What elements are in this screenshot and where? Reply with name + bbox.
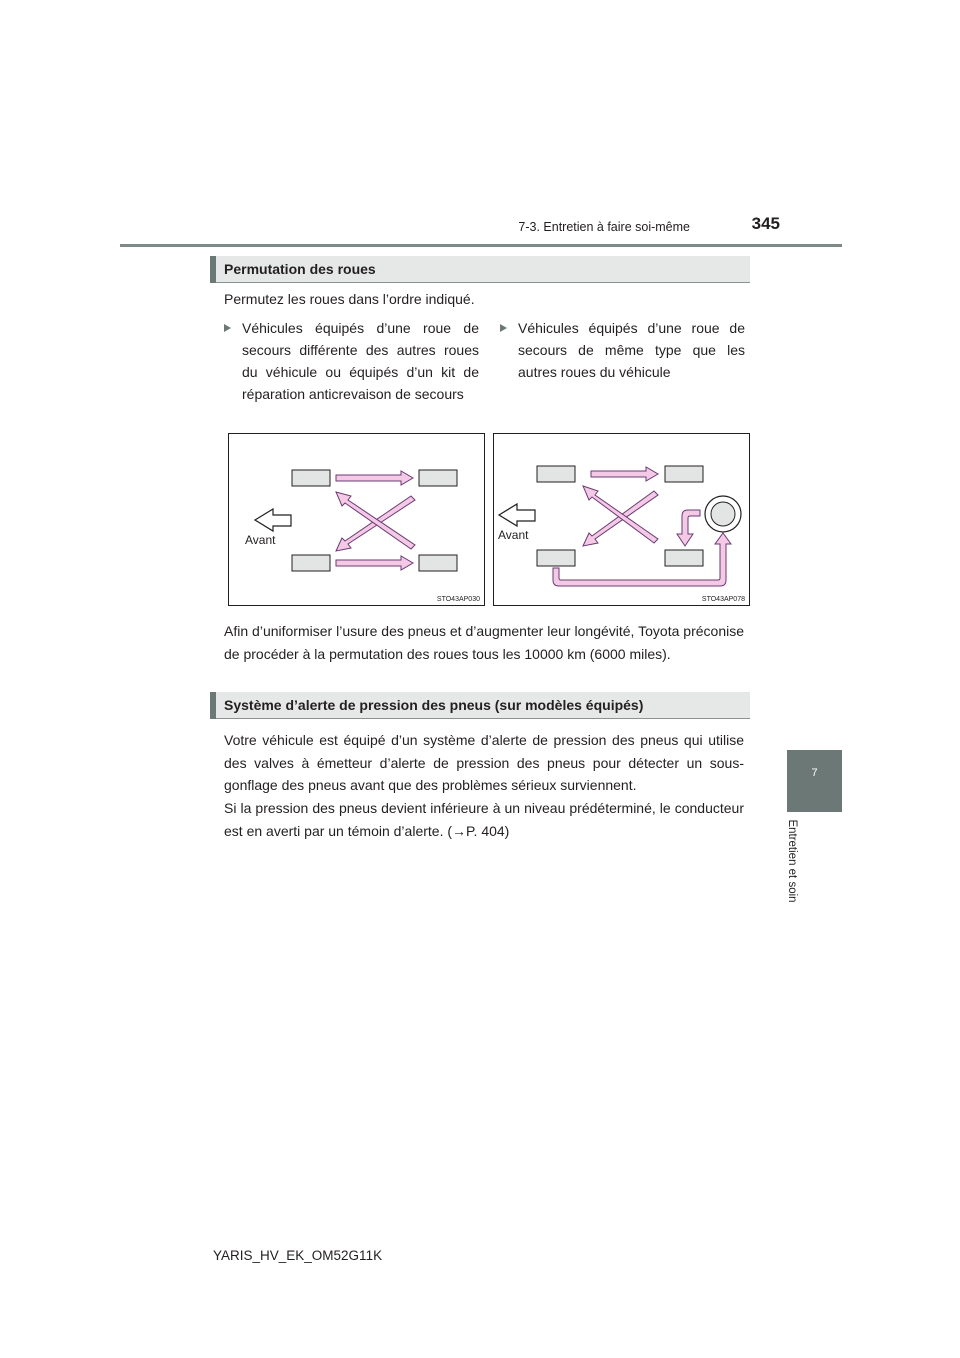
arrow-rear-loop-to-spare bbox=[553, 533, 731, 586]
arrow-front-left-to-right bbox=[336, 471, 413, 485]
spare-wheel-icon bbox=[705, 496, 741, 532]
page-number: 345 bbox=[751, 214, 780, 233]
figure-right-front-label: Avant bbox=[498, 528, 529, 542]
arrow-spare-to-rear-right bbox=[677, 510, 700, 546]
arrow-rear-left-to-right bbox=[336, 556, 413, 570]
section-title-rotation: Permutation des roues bbox=[224, 261, 376, 277]
wheel-front-left bbox=[537, 466, 575, 482]
front-direction-arrow-icon bbox=[255, 509, 291, 531]
rotation-paragraph: Afin d’uniformiser l’usure des pneus et d’augmenter leur longévité, Toyota préconise de procéder à la permutation des roues tous les 10000 km (6000 miles). bbox=[224, 623, 744, 662]
bullet-left-text: Véhicules équipés d’une roue de secours différente des autres roues du véhicule ou équipés d’un kit de réparation anticrevaison de secours bbox=[242, 320, 479, 402]
wheel-rear-left bbox=[292, 555, 330, 571]
chapter-label: Entretien et soin bbox=[786, 819, 798, 903]
header-rule bbox=[120, 244, 842, 247]
wheel-rear-right bbox=[419, 555, 457, 571]
arrow-front-left-to-right bbox=[591, 467, 658, 481]
page-reference-link[interactable]: →P. 404) bbox=[452, 822, 510, 839]
section-title-tpws: Système d’alerte de pression des pneus (sur modèles équipés) bbox=[224, 697, 644, 713]
chapter-number: 7 bbox=[811, 767, 818, 779]
wheel-rear-right bbox=[665, 550, 703, 566]
tpws-paragraph-2 bbox=[224, 797, 744, 842]
figure-left-front-label: Avant bbox=[245, 533, 276, 547]
document-code: YARIS_HV_EK_OM52G11K bbox=[213, 1248, 383, 1263]
section-header-marker bbox=[210, 256, 216, 283]
section-header-marker bbox=[210, 692, 216, 719]
bullet-right bbox=[500, 317, 745, 383]
wheel-front-left bbox=[292, 470, 330, 486]
wheel-front-right bbox=[665, 466, 703, 482]
front-direction-arrow-icon bbox=[499, 504, 535, 526]
figure-left-code: STO43AP030 bbox=[436, 596, 480, 603]
figure-rotation-cross bbox=[228, 433, 485, 606]
tpws-paragraph-2-text: Si la pression des pneus devient inférieure à un niveau prédéterminé, le conducteur est en averti par un témoin d’alerte. ( bbox=[224, 800, 744, 839]
bullet-triangle-icon bbox=[500, 324, 507, 332]
wheel-rear-left bbox=[537, 550, 575, 566]
bullet-right-text: Véhicules équipés d’une roue de secours de même type que les autres roues du véhicule bbox=[518, 320, 745, 380]
tpws-paragraph-1: Votre véhicule est équipé d’un système d’alerte de pression des pneus qui utilise des valves à émetteur d’alerte de pression des pneus pour détecter un sous-gonflage des pneus avant que des problèmes sérieux surviennent. bbox=[224, 732, 744, 793]
figure-rotation-with-spare bbox=[493, 433, 750, 606]
section-heading: 7-3. Entretien à faire soi-même bbox=[518, 220, 690, 234]
wheel-front-right bbox=[419, 470, 457, 486]
bullet-triangle-icon bbox=[224, 324, 231, 332]
rotation-intro: Permutez les roues dans l’ordre indiqué. bbox=[224, 291, 475, 307]
bullet-left bbox=[224, 317, 479, 405]
figure-right-code: STO43AP078 bbox=[701, 596, 745, 603]
